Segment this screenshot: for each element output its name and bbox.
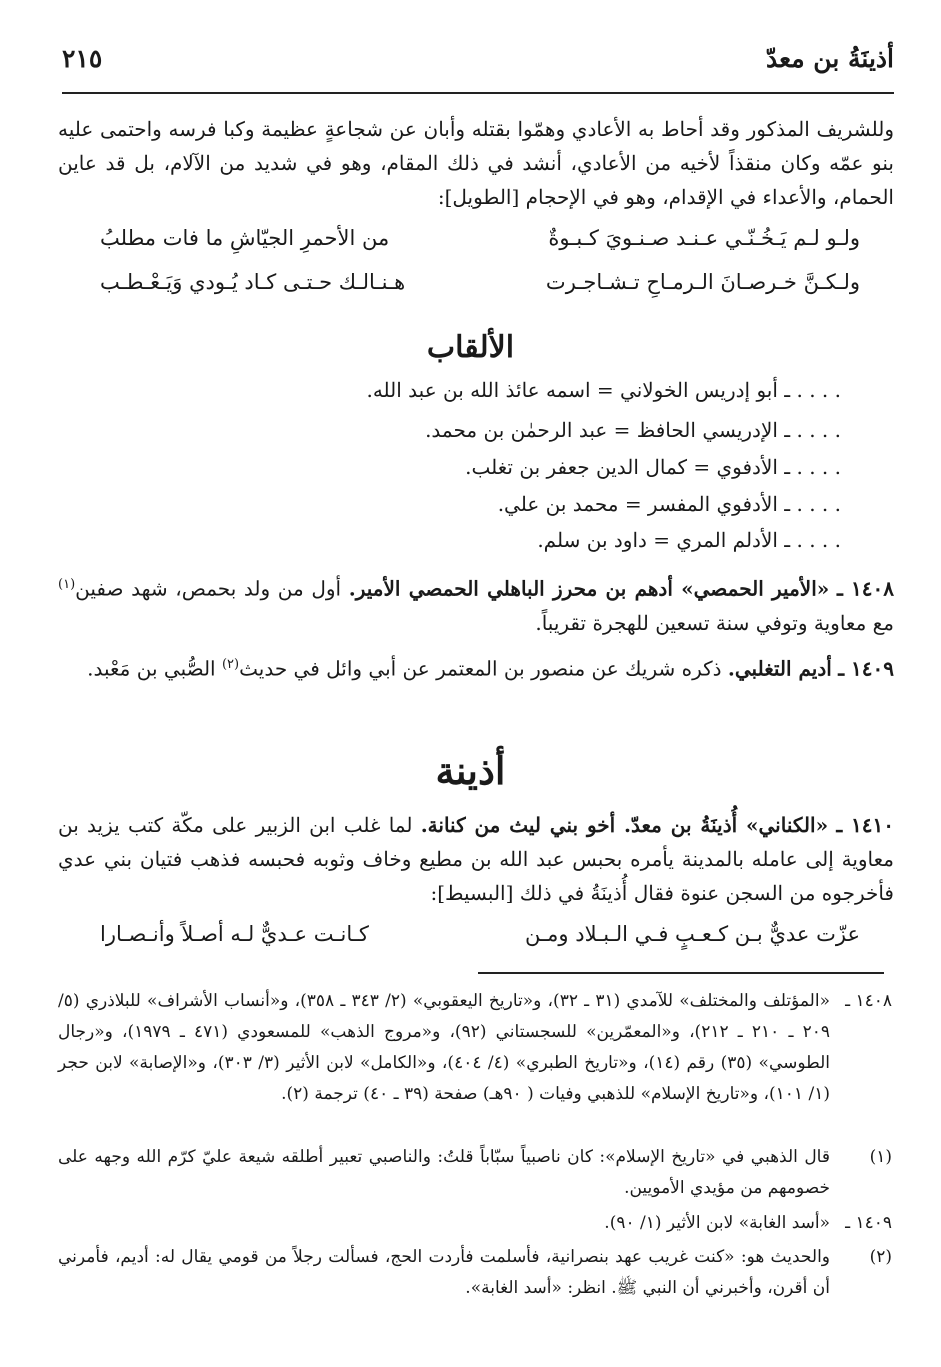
verse-line-2 — [100, 270, 860, 310]
running-title: أذينَةُ بن معدّ — [766, 44, 894, 73]
laqab-item: . . . . ـ أبو إدريس الخولاني = اسمه عائذ الله بن عبد الله. — [366, 378, 841, 402]
verse-line-1 — [100, 226, 860, 266]
verse-1-second-hemistich: من الأحمرِ الجيّاشِ ما فات مطلبُ — [100, 226, 390, 250]
entry-1408-name: «الأمير الحمصي» أدهم بن محرز الباهلي الحمصي الأمير. — [348, 576, 830, 601]
entry-1410-text: لما غلب ابن الزبير على مكّة كتب يزيد بن معاوية إلى عامله بالمدينة يأمره بحبس عبد الله بن مطيع وخاف وثوبه فحبسه فذهب فتيان بني عدي فأخرجوه من السجن عنوة فقال أُذينَةُ في ذلك [البسيط]: — [58, 813, 894, 905]
verse-3-second-hemistich: كـانـت عـديٌّ لـه أصـلاً وأنـصـارا — [100, 922, 369, 946]
entry-1409-text-b: الصُّبي بن مَعْبد. — [87, 656, 222, 681]
footnote-1 — [58, 1142, 892, 1204]
laqab-item: . . . . ـ الأدلم المري = داود بن سلم. — [537, 528, 841, 552]
laqab-item: . . . . ـ الأدفوي المفسر = محمد بن علي. — [497, 492, 841, 516]
page-number: ٢١٥ — [62, 44, 103, 73]
entry-1408 — [58, 568, 894, 640]
footnote-text: «أسد الغابة» لابن الأثير (١/ ٩٠). — [604, 1213, 830, 1233]
entry-1409-number: ١٤٠٩ ـ — [838, 656, 894, 681]
alqab-heading: الألقاب — [426, 330, 515, 365]
laqab-item: . . . . ـ الأدفوي = كمال الدين جعفر بن تغلب. — [465, 455, 841, 479]
footnote-separator — [478, 972, 884, 974]
intro-text: وللشريف المذكور وقد أحاط به الأعادي وهمّوا بقتله وأبان عن شجاعةٍ عظيمة وكبا فرسه واحتمى عليه بنو عمّه وكان منقذاً لأخيه من الأعادي، أنشد في ذلك المقام، وهو في شديد من الآلام، بل قد عاين الحمام، والأعداء في الإقدام، وهو في الإحجام [الطويل]: — [58, 117, 894, 209]
verse-3-first-hemistich: عزّت عديٌّ بـن كـعـبٍ فـي الـبـلاد ومـن — [525, 922, 860, 946]
verse-1-first-hemistich: ولـو لـم يَـخُـنّـي عـنـد صـنـويَ كـبـوةٌ — [548, 226, 860, 250]
udhayna-heading: أذينة — [435, 748, 506, 793]
entry-1409 — [58, 648, 894, 686]
verse-2-first-hemistich: ولـكـنَّ خـرصـانَ الـرمـاحِ تـشـاجـرت — [545, 270, 860, 294]
laqab-item: . . . . ـ الإدريسي الحافظ = عبد الرحمٰن بن محمد. — [425, 418, 841, 442]
intro-paragraph — [58, 112, 894, 214]
entry-1410-name: «الكناني» أُذينَةُ بن معدّ. أخو بني ليث من كنانة. — [420, 813, 829, 837]
footnote-ref-2[interactable]: (٢) — [221, 657, 240, 672]
entry-1410 — [58, 808, 894, 910]
footnote-text: والحديث هو: «كنت غريب عهد بنصرانية، فأسلمت فأردت الحج، فسألت رجلاً من قومي يقال له: أديم، فأمرني أن أقرن، وأخبرني أن النبي ﷺ. انظر: «أسد الغابة». — [58, 1247, 830, 1298]
entry-1409-text-a: ذكره شريك عن منصور بن المعتمر عن أبي وائل في حديث — [239, 656, 728, 681]
entry-1408-text-a: أول من ولد بحمص، شهد صفين — [75, 576, 349, 601]
footnote-2 — [58, 1242, 892, 1304]
footnote-text: «المؤتلف والمختلف» للآمدي (٣١ ـ ٣٢)، و«تاريخ اليعقوبي» (٢/ ٣٤٣ ـ ٣٥٨)، و«أنساب الأشراف» للبلاذري (٥/ ٢٠٩ ـ ٢١٠ ـ ٢١٢)، و«المعمّرين» للسجستاني (٩٢)، و«مروج الذهب» للمسعودي (٤٧١ ـ ١٩٧٩)، و«رجال الطوسي» (٣٥) رقم (١٤)، و«تاريخ الطبري» (٤/ ٤٠٤)، و«الكامل» لابن الأثير (٣/ ٣٠٣)، و«الإصابة» لابن حجر (١/ ١٠١)، و«تاريخ الإسلام» للذهبي وفيات ( ٩٠هـ) صفحة (٣٩ ـ ٤٠) ترجمة (٢). — [58, 991, 831, 1104]
footnote-key: ١٤٠٨ ـ — [845, 991, 892, 1011]
footnote-ref-1[interactable]: (١) — [58, 577, 76, 592]
footnote-text: قال الذهبي في «تاريخ الإسلام»: كان ناصبياً سبّاباً قلتُ: والناصبي تعبير أطلقه شيعة عليّ كرّم الله وجهه على خصومهم من مؤيدي الأمويين. — [58, 1147, 830, 1198]
footnote-1408 — [58, 986, 892, 1110]
footnote-1409 — [58, 1208, 892, 1239]
entry-1408-text-b: مع معاوية وتوفي سنة تسعين للهجرة تقريباً. — [535, 610, 894, 635]
entry-1408-number: ١٤٠٨ ـ — [836, 576, 895, 601]
header-rule — [62, 92, 894, 94]
page-header — [62, 40, 894, 86]
footnote-key: (١) — [869, 1147, 892, 1167]
footnote-key: ١٤٠٩ ـ — [845, 1213, 892, 1233]
verse-2-second-hemistich: هـنـالـك حـتـى كـاد يُـودي وَيَـعْـطـب — [100, 270, 406, 294]
entry-1410-number: ١٤١٠ ـ — [836, 813, 895, 837]
entry-1409-name: أديم التغلبي. — [727, 656, 832, 681]
footnote-key: (٢) — [869, 1247, 892, 1267]
verse-line-3 — [100, 922, 860, 962]
